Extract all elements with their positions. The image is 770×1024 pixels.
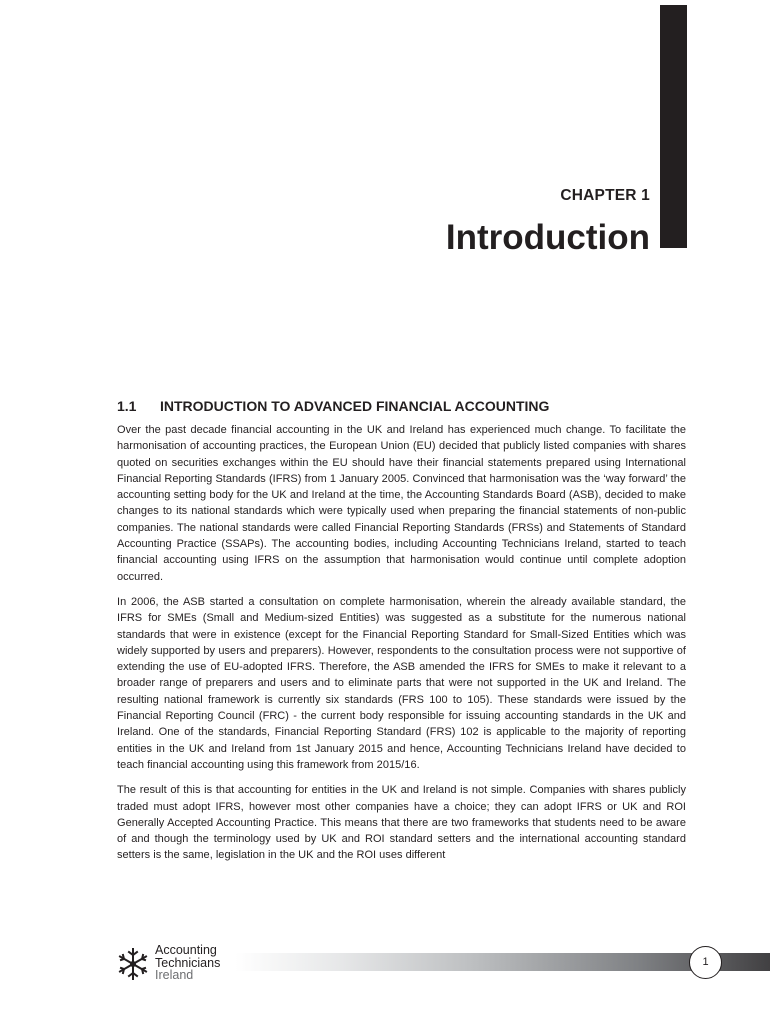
section-number: 1.1 bbox=[117, 398, 137, 414]
logo-line: Technicians bbox=[155, 955, 221, 970]
logo-line: Ireland bbox=[155, 968, 194, 982]
paragraph: Over the past decade financial accounting in the UK and Ireland has experienced much change. To facilitate the harmonisation of accounting practices, the European Union (EU) decided that publicly listed companies with shares quoted on securities exchanges within the EU should have their financial statements prepared using International Financial Reporting Standards (IFRS) from 1 January 2005. Convinced that harmonisation was the ‘way forward’ the accounting setting body for the UK and Ireland at the time, the Accounting Standards Board (ASB), decided to make changes to its national standards which were typically used when preparing the financial statements of non-public companies. The national standards were called Financial Reporting Standards (FRSs) and Statements of Standard Accounting Practice (SSAPs). The accounting bodies, including Accounting Technicians Ireland, started to teach financial accounting using IFRS on the assumption that harmonisation would continue until complete adoption occurred. bbox=[117, 424, 686, 583]
snowflake-logo-icon bbox=[115, 946, 151, 982]
logo-line: Accounting bbox=[155, 943, 217, 957]
logo-wordmark bbox=[155, 944, 220, 982]
accounting-technicians-logo bbox=[115, 944, 235, 984]
chapter-side-bar bbox=[660, 5, 687, 248]
page-number: 1 bbox=[689, 946, 722, 979]
body-text bbox=[117, 422, 686, 873]
paragraph: The result of this is that accounting for entities in the UK and Ireland is not simple. Companies with shares publicly traded must adopt IFRS, however most other companies have a choice; they can adopt IFRS or UK and ROI Generally Accepted Accounting Practice. This means that there are two frameworks that students need to be aware of and though the terminology used by UK and ROI standard setters and the international accounting standard setters is the same, legislation in the UK and the ROI uses different bbox=[117, 784, 686, 862]
chapter-title: Introduction bbox=[445, 218, 650, 257]
paragraph: In 2006, the ASB started a consultation on complete harmonisation, wherein the already available standard, the IFRS for SMEs (Small and Medium-sized Entities) was suggested as a substitute for the numerous national standards that were in existence (except for the Financial Reporting Standard for Small-Sized Entities which was widely supported by users and preparers). However, respondents to the consultation process were not supportive of extending the use of EU-adopted IFRS. Therefore, the ASB amended the IFRS for SMEs to make it relevant to a broader range of preparers and users and to eliminate parts that were not supported in the UK and Ireland. The resulting national framework is currently six standards (FRS 100 to 105). These standards were issued by the Financial Reporting Council (FRC) - the current body responsible for issuing accounting standards in the UK and Ireland. One of the standards, Financial Reporting Standard (FRS) 102 is applicable to the majority of reporting entities in the UK and Ireland from 1st January 2015 and hence, Accounting Technicians Ireland have decided to teach financial accounting using this framework from 2015/16. bbox=[117, 595, 686, 771]
section-heading bbox=[117, 398, 549, 414]
section-title: INTRODUCTION TO ADVANCED FINANCIAL ACCOUNTING bbox=[160, 398, 550, 414]
chapter-label: CHAPTER 1 bbox=[560, 187, 650, 204]
